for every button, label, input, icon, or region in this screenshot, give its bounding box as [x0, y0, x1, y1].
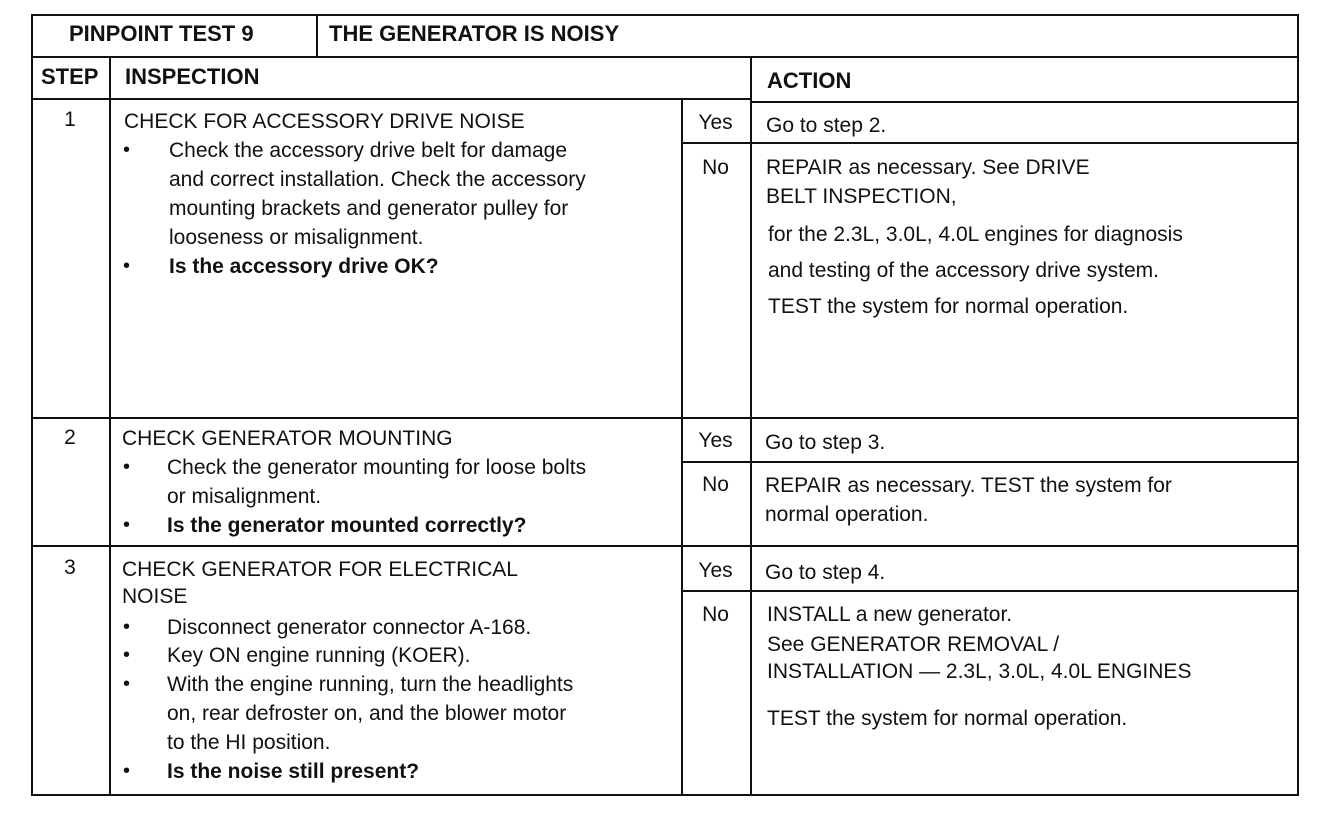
- step-title: CHECK FOR ACCESSORY DRIVE NOISE: [124, 110, 525, 133]
- test-label: PINPOINT TEST 9: [69, 21, 254, 46]
- bullet-dot: •: [123, 616, 131, 638]
- no-action-line: REPAIR as necessary. TEST the system for: [765, 474, 1172, 497]
- no-action-line: See GENERATOR REMOVAL /: [767, 633, 1060, 656]
- column-action: ACTION: [767, 68, 852, 93]
- bullet-dot: •: [123, 255, 131, 277]
- inspection-line: mounting brackets and generator pulley for: [169, 197, 569, 220]
- step-title: CHECK GENERATOR FOR ELECTRICAL: [122, 558, 518, 581]
- step-number: 1: [64, 108, 76, 131]
- inspection-line: or misalignment.: [167, 485, 322, 508]
- no-action-line: TEST the system for normal operation.: [767, 707, 1128, 730]
- step-title: NOISE: [122, 585, 188, 608]
- inspection-line: Disconnect generator connector A-168.: [167, 616, 532, 639]
- step-column-divider: [109, 56, 111, 796]
- inspection-line: Key ON engine running (KOER).: [167, 644, 471, 667]
- step-number: 3: [64, 556, 76, 579]
- inspection-line: Check the generator mounting for loose bolts: [167, 456, 587, 479]
- no-action-line: REPAIR as necessary. See DRIVE: [766, 156, 1090, 179]
- header-rule: [31, 56, 1299, 58]
- column-header-rule-left: [31, 98, 751, 100]
- inspection-question: Is the generator mounted correctly?: [167, 514, 527, 537]
- step-number: 2: [64, 426, 76, 449]
- no-label: No: [702, 156, 729, 179]
- column-header-rule-right: [751, 101, 1299, 103]
- bullet-dot: •: [123, 760, 131, 782]
- action-column-divider: [750, 56, 752, 796]
- inspection-question: Is the accessory drive OK?: [169, 255, 439, 278]
- step-title: CHECK GENERATOR MOUNTING: [122, 427, 453, 450]
- no-action-line: normal operation.: [765, 503, 929, 526]
- no-action-line: INSTALL a new generator.: [767, 603, 1013, 626]
- header-divider: [316, 14, 318, 57]
- bullet-dot: •: [123, 139, 131, 161]
- inspection-line: Check the accessory drive belt for damage: [169, 139, 568, 162]
- no-action-line: INSTALLATION — 2.3L, 3.0L, 4.0L ENGINES: [767, 660, 1192, 683]
- no-label: No: [702, 603, 729, 626]
- no-action-line: TEST the system for normal operation.: [768, 295, 1129, 318]
- bullet-dot: •: [123, 456, 131, 478]
- yes-label: Yes: [698, 429, 733, 452]
- bullet-dot: •: [123, 514, 131, 536]
- inspection-line: and correct installation. Check the accessory: [169, 168, 586, 191]
- no-label: No: [702, 473, 729, 496]
- yes-no-separator-3: [681, 590, 1299, 592]
- yes-action: Go to step 2.: [766, 114, 887, 137]
- pinpoint-test-table: [23, 12, 1297, 794]
- yes-label: Yes: [698, 111, 733, 134]
- inspection-line: With the engine running, turn the headlights: [167, 673, 574, 696]
- row-separator-2: [31, 545, 1299, 547]
- yes-label: Yes: [698, 559, 733, 582]
- bullet-dot: •: [123, 644, 131, 666]
- bullet-dot: •: [123, 673, 131, 695]
- inspection-line: to the HI position.: [167, 731, 331, 754]
- yes-no-separator-1: [681, 142, 1299, 144]
- yes-action: Go to step 4.: [765, 561, 886, 584]
- inspection-question: Is the noise still present?: [167, 760, 420, 783]
- no-action-line: BELT INSPECTION,: [766, 185, 957, 208]
- inspection-line: on, rear defroster on, and the blower motor: [167, 702, 567, 725]
- yes-no-separator-2: [681, 461, 1299, 463]
- yes-action: Go to step 3.: [765, 431, 886, 454]
- inspection-line: looseness or misalignment.: [169, 226, 424, 249]
- row-separator-1: [31, 417, 1299, 419]
- test-title: THE GENERATOR IS NOISY: [329, 21, 620, 46]
- no-action-line: and testing of the accessory drive system.: [768, 259, 1160, 282]
- column-inspection: INSPECTION: [125, 64, 260, 89]
- column-step: STEP: [41, 64, 99, 89]
- no-action-line: for the 2.3L, 3.0L, 4.0L engines for diagnosis: [768, 223, 1183, 246]
